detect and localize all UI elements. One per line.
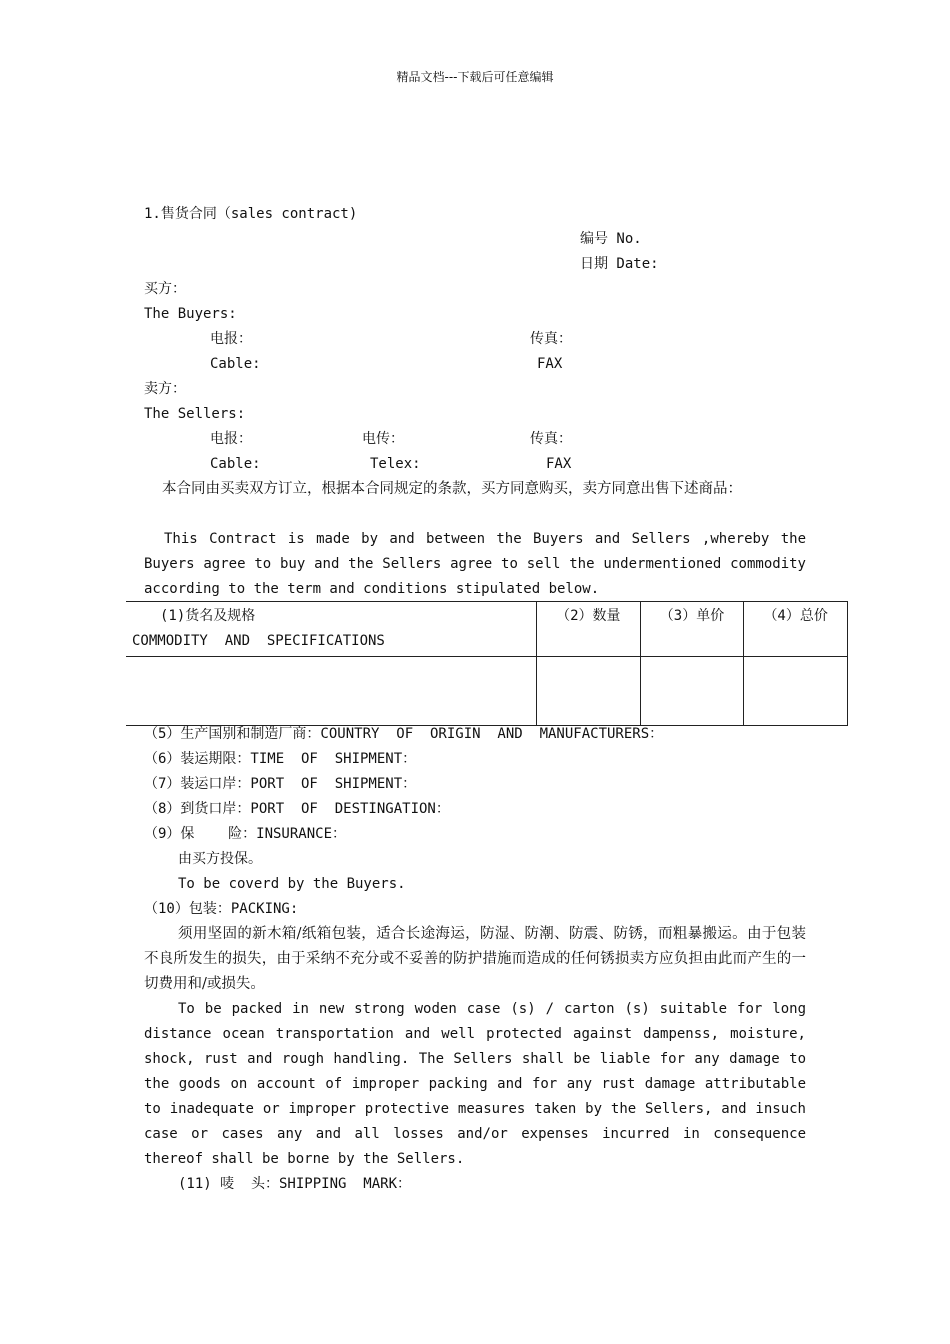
buyers-fax-en: FAX — [537, 356, 563, 372]
buyers-label-en: The Buyers: — [144, 306, 237, 322]
clause-10-packing-cn: 须用坚固的新木箱/纸箱包装，适合长途海运，防湿、防潮、防震、防锈，而粗暴搬运。由于包装不良所发生的损失，由于采纳不充分或不妥善的防护措施而造成的任何锈损卖方应负担由此而产生的一切费用和/或损失。 — [144, 926, 806, 992]
clause-7-port-of-shipment: （7）装运口岸：PORT OF SHIPMENT： — [144, 776, 417, 792]
clause-11-shipping-mark: (11) 唛 头：SHIPPING MARK： — [178, 1176, 412, 1192]
commodity-header-cell — [126, 602, 537, 657]
goods-table-row — [126, 657, 848, 726]
buyers-cable-en: Cable: — [210, 356, 261, 372]
clause-6-time-of-shipment: （6）装运期限：TIME OF SHIPMENT： — [144, 751, 417, 767]
commodity-cell — [126, 657, 537, 726]
sellers-fax-en: FAX — [546, 456, 572, 472]
contract-number-label: 编号 No. — [580, 231, 642, 247]
clause-9-insurance: （9）保 险：INSURANCE： — [144, 826, 347, 842]
commodity-header-cn: (1)货名及规格 — [160, 608, 256, 624]
contract-date-label: 日期 Date: — [580, 256, 659, 272]
clause-9-insurance-en: To be coverd by the Buyers. — [178, 876, 406, 892]
clause-10-packing-en: To be packed in new strong woden case (s) / carton (s) suitable for long distance ocean transportation and well protected against dampenss, moisture, shock, rust and rough handling. The Sellers shall be liable for any damage to the goods on account of improper packing and for any rust damage attributable to inadequate or improper protective measures taken by the Sellers, and insuch case or cases any and all losses and/or expenses incurred in consequence thereof shall be borne by the Sellers. — [144, 1001, 806, 1167]
buyers-label-cn: 买方： — [144, 281, 186, 297]
goods-table — [126, 601, 848, 726]
clause-8-port-of-destination: （8）到货口岸：PORT OF DESTINGATION： — [144, 801, 450, 817]
clause-10-packing: （10）包装：PACKING: — [144, 901, 299, 917]
sellers-label-cn: 卖方： — [144, 381, 186, 397]
commodity-header-en: COMMODITY AND SPECIFICATIONS — [132, 633, 385, 649]
intro-paragraph-en: This Contract is made by and between the Buyers and Sellers ,whereby the Buyers agree to buy and the Sellers agree to sell the undermentioned commodity according to the term and conditions stipulated below. — [144, 531, 806, 597]
sellers-cable-en: Cable: — [210, 456, 261, 472]
intro-paragraph-cn: 本合同由买卖双方订立，根据本合同规定的条款，买方同意购买，卖方同意出售下述商品： — [162, 481, 742, 497]
buyers-fax-cn: 传真： — [530, 331, 572, 347]
header-note: 精品文档---下载后可任意编辑 — [396, 70, 554, 84]
clause-9-insurance-cn: 由买方投保。 — [178, 851, 262, 867]
quantity-header-cell: （2）数量 — [537, 602, 641, 657]
sellers-cable-cn: 电报： — [210, 431, 252, 447]
buyers-cable-cn: 电报： — [210, 331, 252, 347]
unit-price-cell — [640, 657, 744, 726]
goods-table-header-row — [126, 602, 848, 657]
total-price-cell — [744, 657, 848, 726]
clause-5-country-of-origin: （5）生产国别和制造厂商：COUNTRY OF ORIGIN AND MANUFACTURERS： — [144, 726, 664, 742]
quantity-cell — [537, 657, 641, 726]
sellers-label-en: The Sellers: — [144, 406, 246, 422]
total-price-header-cell: （4）总价 — [744, 602, 848, 657]
sellers-telex-cn: 电传： — [362, 431, 404, 447]
contract-title: 1.售货合同（sales contract) — [144, 206, 358, 222]
sellers-fax-cn: 传真： — [530, 431, 572, 447]
unit-price-header-cell: （3）单价 — [640, 602, 744, 657]
sellers-telex-en: Telex: — [370, 456, 421, 472]
